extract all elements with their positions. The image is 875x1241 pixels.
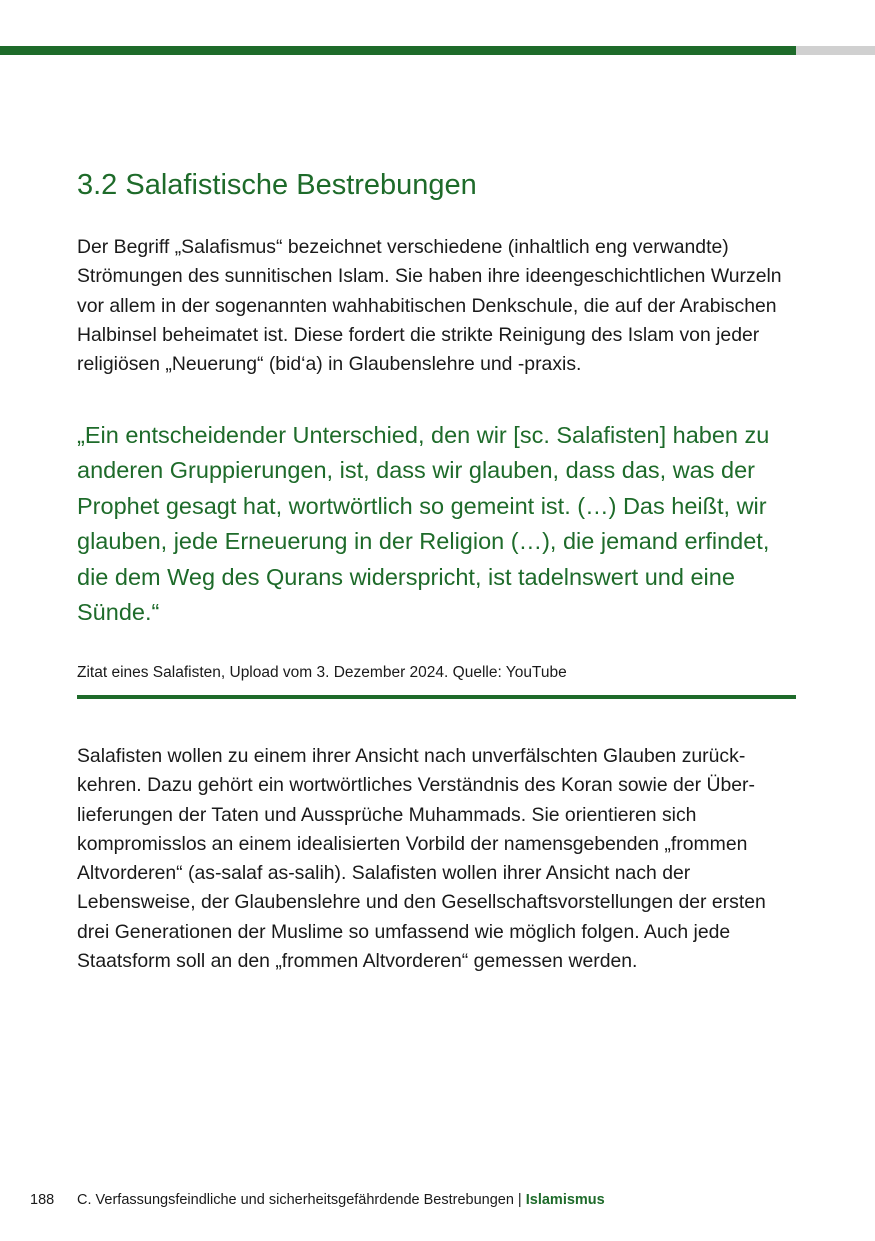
body-paragraph: Salafisten wollen zu einem ihrer Ansicht nach unverfälschten Glauben zurückkehren. Dazu gehört ein wortwörtliches Verständnis des Koran sowie der Überlieferungen der Taten und Aussprüche Muhammads. Sie orientieren sich kompromisslos an einem idealisierten Vorbild der namensgebenden „frommen Altvorderen“ (as-salaf as-salih). Salafisten wollen ihrer Ansicht nach der Lebensweise, der Glaubenslehre und den Gesellschaftsvorstellungen der ersten drei Generationen der Muslime so umfassend wie möglich folgen. Auch jede Staatsform soll an den „frommen Altvorderen“ gemessen werden. [77, 745, 766, 973]
quote-text: „Ein entscheidender Unterschied, den wir [sc. Salafisten] haben zu anderen Gruppierungen, ist, dass wir glauben, dass das, was der Prophet gesagt hat, wortwörtlich so gemeint ist. (…) Das heißt, wir glauben, jede Erneuerung in der Religion (…), die jemand erfindet, die dem Weg des Qurans widerspricht, ist tadelnswert und eine Sünde.“ [77, 422, 770, 626]
footer-topic: Islamismus [525, 1192, 605, 1208]
footer-chapter: C. Verfassungsfeindliche und sicherheitsgefährdende Bestrebungen | [77, 1192, 526, 1208]
quote-source: Zitat eines Salafisten, Upload vom 3. Dezember 2024. Quelle: YouTube [77, 664, 567, 681]
top-accent-bar-gray [796, 46, 875, 55]
top-accent-bar [0, 46, 796, 55]
quote-divider [77, 695, 796, 699]
section-title: 3.2 Salafistische Bestrebungen [77, 169, 477, 201]
page-number: 188 [30, 1192, 55, 1208]
intro-paragraph: Der Begriff „Salafismus“ bezeichnet verschiedene (inhaltlich eng verwandte) Strömungen des sunnitischen Islam. Sie haben ihre ideengeschichtlichen Wurzeln vor allem in der sogenannten wahhabitischen Denkschule, die auf der Arabischen Halbinsel beheimatet ist. Diese fordert die strikte Reinigung des Islam von jeder religiösen „Neuerung“ (bid‘a) in Glaubenslehre und -praxis. [77, 236, 782, 376]
footer-running-title [77, 1189, 605, 1211]
page-footer [0, 1189, 875, 1213]
